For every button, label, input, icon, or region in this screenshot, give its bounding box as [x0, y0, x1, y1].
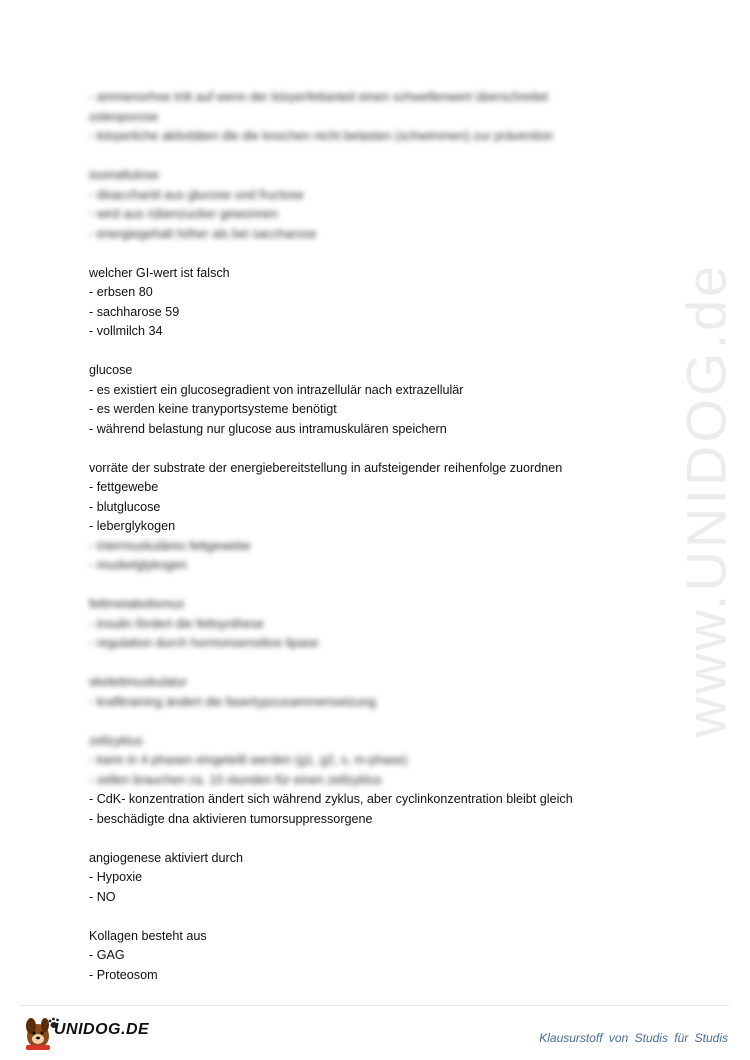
section-heading: welcher GI-wert ist falsch [89, 265, 230, 280]
list-item: - erbsen 80 [89, 285, 153, 299]
list-item: - insulin fördert die fettsynthese [89, 616, 265, 631]
section-heading: glucose [89, 363, 133, 377]
list-item: - beschädigte dna aktivieren tumorsuppressorgene [89, 811, 373, 826]
watermark-text: www.UNIDOG.de [674, 262, 738, 738]
list-item: - während belastung nur glucose aus intramuskulären speichern [89, 421, 447, 436]
list-item: - intermuskuläres fettgewebe [89, 538, 251, 553]
logo-text: UNIDOG.DE [54, 1021, 150, 1038]
list-item: - es werden keine tranyportsysteme benötigt [89, 402, 337, 416]
section-gap [89, 654, 649, 674]
section-heading: zellzyklus [89, 733, 143, 748]
list-item: - Hypoxie [89, 870, 143, 884]
list-item: - ammenorhoe tritt auf wenn der körperfettanteil einen schwellenwert überschreitet [89, 90, 549, 104]
list-item: - blutglucose [89, 499, 161, 514]
section-gap [89, 576, 649, 596]
section-heading: Kollagen besteht aus [89, 928, 207, 943]
list-item: - zellen brauchen ca. 10 stunden für einen zellzyklus [89, 772, 382, 787]
list-item: - GAG [89, 948, 125, 962]
list-item: - Proteosom [89, 967, 158, 982]
section-gap [89, 439, 649, 459]
document-body [89, 88, 649, 985]
list-item: - regulation durch hormonsensitive lipase [89, 636, 319, 650]
footer-divider [20, 1005, 730, 1006]
section-heading: vorräte der substrate der energiebereitstellung in aufsteigender reihenfolge zuordnen [89, 460, 563, 475]
list-item: - muskelglykogen [89, 558, 187, 572]
section-gap [89, 712, 649, 732]
list-item: - NO [89, 889, 116, 904]
list-item: - krafttraining ändert die fasertypzusammensetzung [89, 694, 376, 709]
list-item: - kann in 4 phasen eingeteilt werden (g1, g2, s, m-phase) [89, 753, 408, 767]
section-gap [89, 907, 649, 927]
section-gap [89, 147, 649, 167]
section-gap [89, 829, 649, 849]
section-gap [89, 244, 649, 264]
section-heading: angiogenese aktiviert durch [89, 850, 244, 865]
list-item: - sachharose 59 [89, 304, 180, 319]
list-item: - CdK- konzentration ändert sich während zyklus, aber cyclinkonzentration bleibt gleich [89, 792, 573, 806]
section-heading: isomaltulose [89, 168, 159, 182]
list-item: - fettgewebe [89, 480, 159, 494]
section-gap [89, 342, 649, 362]
list-item: - körperliche aktivitäten die die knochen nicht belasten (schwimmen) zur prävention [89, 129, 554, 143]
section-heading: skelettmuskulatur [89, 675, 187, 689]
list-item: - es existiert ein glucosegradient von intrazellulär nach extrazellulär [89, 382, 464, 397]
list-item: - leberglykogen [89, 519, 176, 533]
list-item: - vollmilch 34 [89, 324, 163, 338]
list-item: - disaccharid aus glucose und fructose [89, 187, 304, 202]
list-item: osteoporose [89, 109, 159, 124]
list-item: - wird aus rübenzucker gewonnen [89, 207, 279, 221]
section-heading: fettmetabolismus [89, 597, 185, 611]
footer-tagline: Klausurstoff von Studis für Studis [539, 1031, 728, 1045]
list-item: - energiegehalt höher als bei saccharose [89, 226, 317, 241]
